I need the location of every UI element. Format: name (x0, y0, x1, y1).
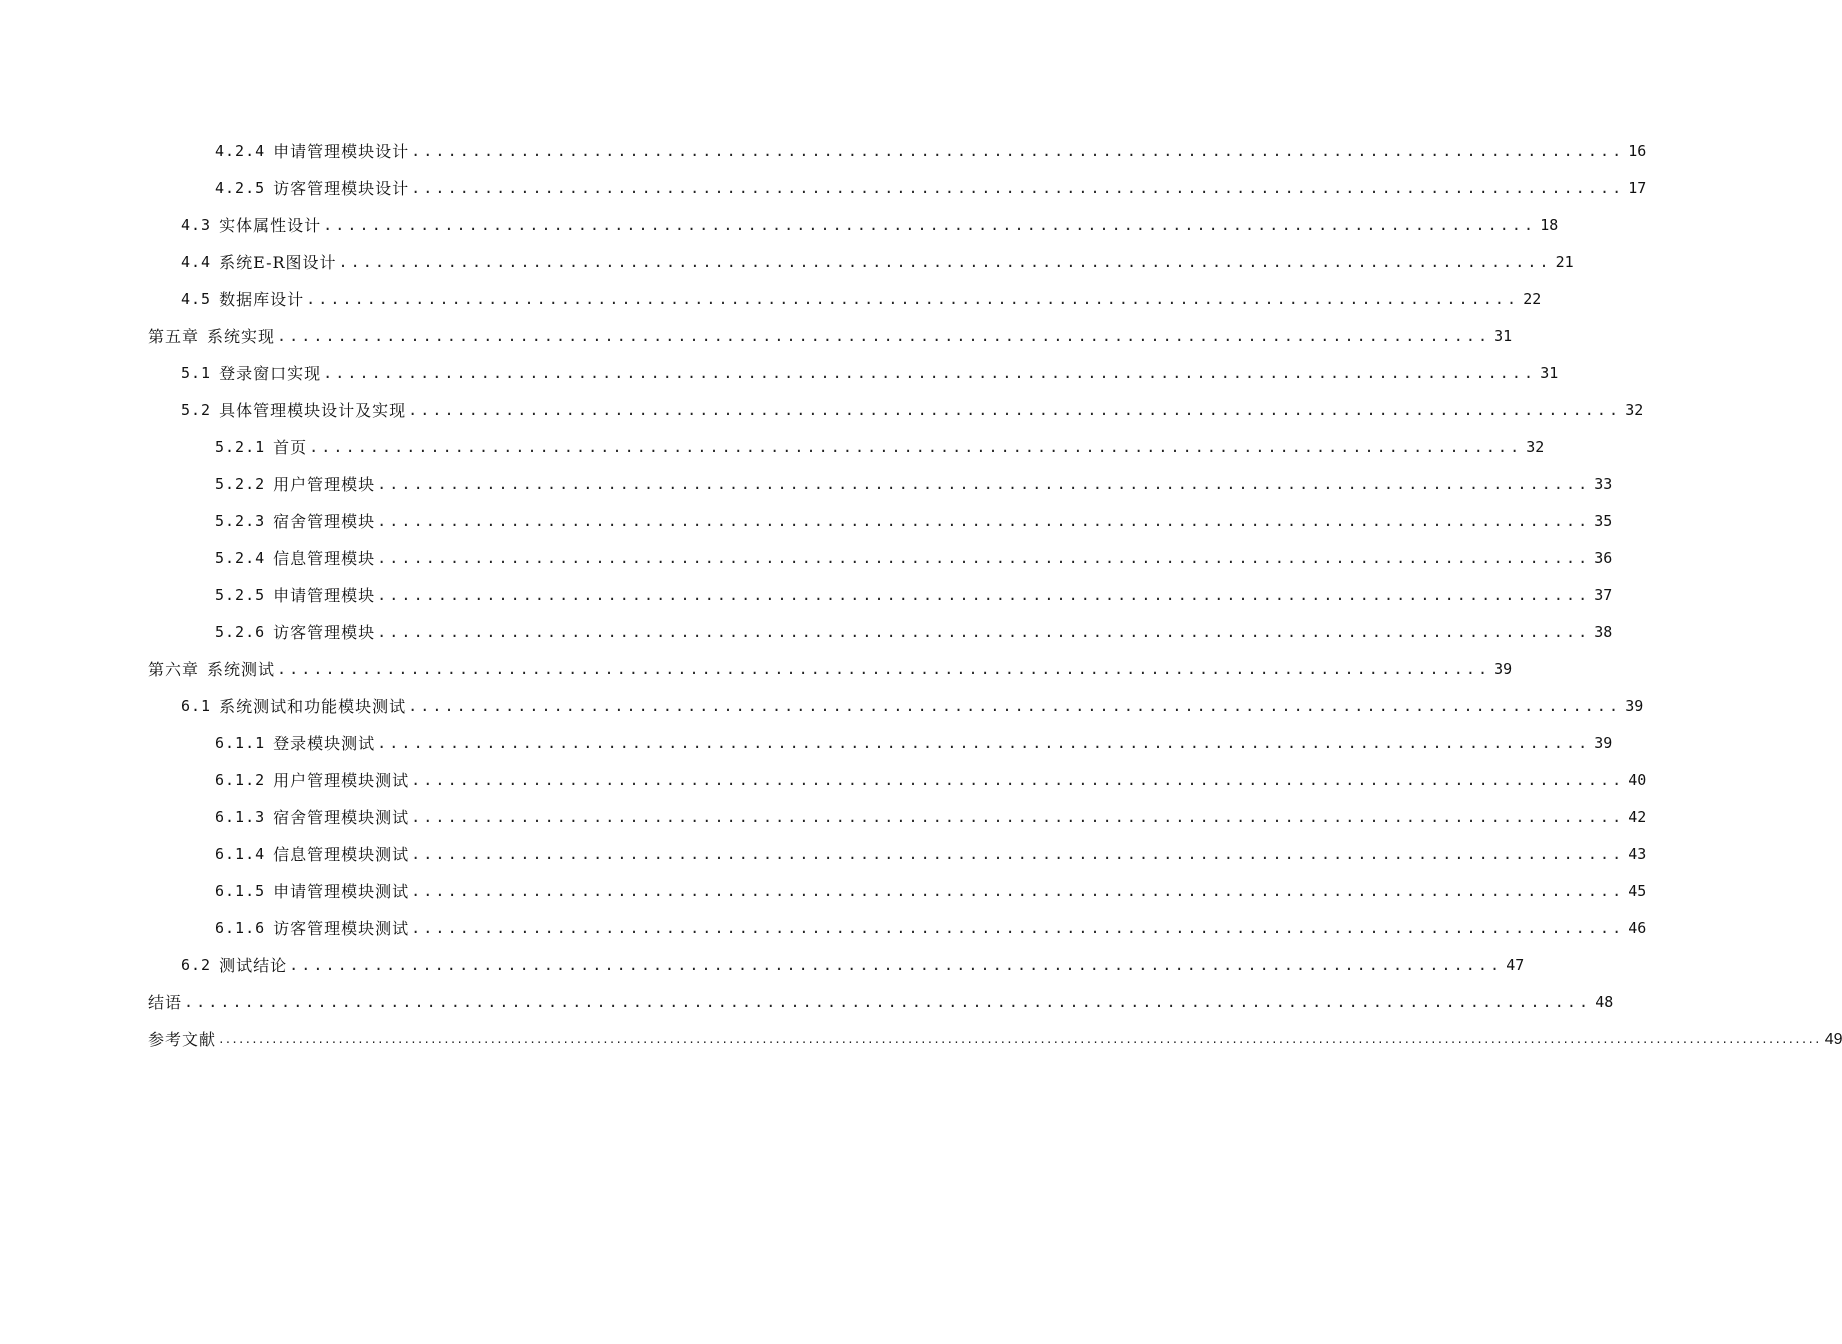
toc-entry-page: 46 (1628, 919, 1647, 937)
toc-leader-dots: .................................................................................................... (411, 919, 1625, 937)
toc-entry-title: 系统测试和功能模块测试 (219, 697, 407, 716)
toc-entry-title: 访客管理模块设计 (273, 179, 410, 198)
toc-entry-title: 实体属性设计 (219, 216, 322, 235)
toc-entry-title: 参考文献 (148, 1030, 217, 1049)
toc-entry-title: 具体管理模块设计及实现 (219, 401, 407, 420)
toc-entry-title: 用户管理模块 (273, 475, 376, 494)
toc-entry-page: 35 (1594, 512, 1613, 530)
toc-entry-title: 系统实现 (207, 327, 276, 346)
toc-entry-number: 6.1.1 (215, 734, 266, 752)
toc-entry-conclusion[interactable] (0, 984, 1614, 1021)
toc-entry-number: 4.3 (181, 216, 212, 234)
toc-leader-dots: .................................................................................................... (377, 549, 1591, 567)
toc-entry-title: 宿舍管理模块测试 (273, 808, 410, 827)
toc-entry[interactable] (0, 540, 1613, 577)
toc-leader-dots: .................................................................................................... (377, 512, 1591, 530)
toc-entry-references[interactable] (0, 1021, 1842, 1058)
toc-leader-dots: .................................................................................................... (323, 216, 1537, 234)
toc-entry[interactable] (0, 873, 1647, 910)
toc-entry-number: 6.1.6 (215, 919, 266, 937)
toc-entry-number: 5.2.2 (215, 475, 266, 493)
toc-entry-page: 40 (1628, 771, 1647, 789)
toc-leader-dots: .................................................................................................... (377, 475, 1591, 493)
toc-entry-page: 33 (1594, 475, 1613, 493)
toc-entry-page: 22 (1523, 290, 1542, 308)
toc-entry-title: 首页 (273, 438, 308, 457)
toc-entry-page: 49 (1824, 1031, 1842, 1048)
toc-leader-dots: .................................................................................................... (411, 142, 1625, 160)
toc-leader-dots: .................................................................................................... (377, 623, 1591, 641)
toc-leader-dots: .................................................................................................... (411, 771, 1625, 789)
toc-entry[interactable] (0, 503, 1613, 540)
toc-entry-number: 第六章 (148, 660, 200, 679)
toc-entry-title: 测试结论 (219, 956, 288, 975)
toc-entry-title: 系统E-R图设计 (219, 253, 337, 272)
toc-entry-number: 6.1.2 (215, 771, 266, 789)
toc-entry[interactable] (0, 688, 1644, 725)
toc-leader-dots: .................................................................................................... (411, 179, 1625, 197)
toc-entry[interactable] (0, 355, 1559, 392)
toc-entry-page: 17 (1628, 179, 1647, 197)
toc-entry-page: 31 (1494, 327, 1513, 345)
toc-entry-page: 39 (1494, 660, 1513, 678)
toc-entry-title: 申请管理模块测试 (273, 882, 410, 901)
toc-entry[interactable] (0, 392, 1644, 429)
toc-leader-dots: .................................................................................................... (323, 364, 1537, 382)
toc-leader-dots: .................................................................................................... (377, 586, 1591, 604)
toc-entry-title: 信息管理模块测试 (273, 845, 410, 864)
toc-leader-dots: .................................................................................................... (411, 808, 1625, 826)
toc-entry-page: 47 (1506, 956, 1525, 974)
toc-entry-number: 4.2.5 (215, 179, 266, 197)
toc-entry-page: 43 (1628, 845, 1647, 863)
toc-entry[interactable] (0, 207, 1559, 244)
toc-entry[interactable] (0, 133, 1647, 170)
toc-entry-title: 申请管理模块设计 (273, 142, 410, 161)
toc-leader-dots: .................................................................................................... (277, 327, 1491, 345)
toc-entry-chapter[interactable] (0, 318, 1513, 355)
toc-entry-page: 32 (1526, 438, 1545, 456)
toc-entry[interactable] (0, 281, 1542, 318)
toc-entry-number: 第五章 (148, 327, 200, 346)
toc-entry-number: 5.2.4 (215, 549, 266, 567)
toc-entry-number: 6.1.3 (215, 808, 266, 826)
toc-entry[interactable] (0, 466, 1613, 503)
toc-entry-page: 42 (1628, 808, 1647, 826)
toc-entry-title: 访客管理模块测试 (273, 919, 410, 938)
toc-leader-dots: .................................................................................................... (309, 438, 1523, 456)
toc-leader-dots: .................................................................................................... (377, 734, 1591, 752)
toc-entry-title: 结语 (148, 993, 183, 1012)
toc-entry[interactable] (0, 614, 1613, 651)
toc-entry-number: 5.2 (181, 401, 212, 419)
toc-entry-number: 4.2.4 (215, 142, 266, 160)
toc-entry-page: 48 (1595, 993, 1614, 1011)
toc-entry-number: 5.1 (181, 364, 212, 382)
toc-entry-title: 宿舍管理模块 (273, 512, 376, 531)
toc-entry-title: 系统测试 (207, 660, 276, 679)
toc-entry-page: 38 (1594, 623, 1613, 641)
toc-entry-page: 32 (1625, 401, 1644, 419)
toc-entry[interactable] (0, 947, 1525, 984)
toc-entry-number: 5.2.6 (215, 623, 266, 641)
toc-entry-page: 45 (1628, 882, 1647, 900)
toc-entry-number: 4.4 (181, 253, 212, 271)
toc-entry-number: 4.5 (181, 290, 212, 308)
toc-entry-page: 39 (1594, 734, 1613, 752)
toc-entry-page: 36 (1594, 549, 1613, 567)
toc-entry-title: 申请管理模块 (273, 586, 376, 605)
toc-leader-dots: .................................................................................................... (306, 290, 1520, 308)
toc-entry[interactable] (0, 170, 1647, 207)
toc-leader-dots: .................................................................................................... (277, 660, 1491, 678)
toc-entry[interactable] (0, 910, 1647, 947)
toc-leader-dots: .................................................................................................................................................................................................................................................. (218, 1033, 1821, 1046)
toc-entry[interactable] (0, 429, 1545, 466)
toc-entry-number: 6.2 (181, 956, 212, 974)
toc-entry-number: 5.2.5 (215, 586, 266, 604)
table-of-contents (0, 133, 1842, 1058)
toc-leader-dots: .................................................................................................... (411, 882, 1625, 900)
toc-entry-title: 登录模块测试 (273, 734, 376, 753)
toc-entry-chapter[interactable] (0, 651, 1513, 688)
toc-entry-title: 登录窗口实现 (219, 364, 322, 383)
toc-entry-number: 6.1.4 (215, 845, 266, 863)
toc-entry[interactable] (0, 799, 1647, 836)
toc-entry-title: 信息管理模块 (273, 549, 376, 568)
toc-entry[interactable] (0, 836, 1647, 873)
toc-entry-page: 37 (1594, 586, 1613, 604)
toc-entry[interactable] (0, 725, 1613, 762)
toc-entry-title: 访客管理模块 (273, 623, 376, 642)
toc-entry-page: 18 (1540, 216, 1559, 234)
toc-entry[interactable] (0, 244, 1574, 281)
toc-entry[interactable] (0, 762, 1647, 799)
toc-leader-dots: .................................................................................................... (408, 697, 1622, 715)
toc-leader-dots: .................................................................................................... (411, 845, 1625, 863)
toc-leader-dots: .................................................................................................................... (184, 993, 1592, 1011)
toc-entry-page: 39 (1625, 697, 1644, 715)
toc-entry[interactable] (0, 577, 1613, 614)
toc-entry-page: 31 (1540, 364, 1559, 382)
toc-entry-number: 6.1 (181, 697, 212, 715)
toc-entry-number: 5.2.1 (215, 438, 266, 456)
toc-leader-dots: .................................................................................................... (338, 253, 1552, 271)
toc-entry-page: 16 (1628, 142, 1647, 160)
toc-leader-dots: .................................................................................................... (289, 956, 1503, 974)
toc-entry-page: 21 (1555, 253, 1574, 271)
toc-leader-dots: .................................................................................................... (408, 401, 1622, 419)
toc-entry-number: 5.2.3 (215, 512, 266, 530)
toc-entry-title: 用户管理模块测试 (273, 771, 410, 790)
toc-entry-number: 6.1.5 (215, 882, 266, 900)
toc-entry-title: 数据库设计 (219, 290, 305, 309)
